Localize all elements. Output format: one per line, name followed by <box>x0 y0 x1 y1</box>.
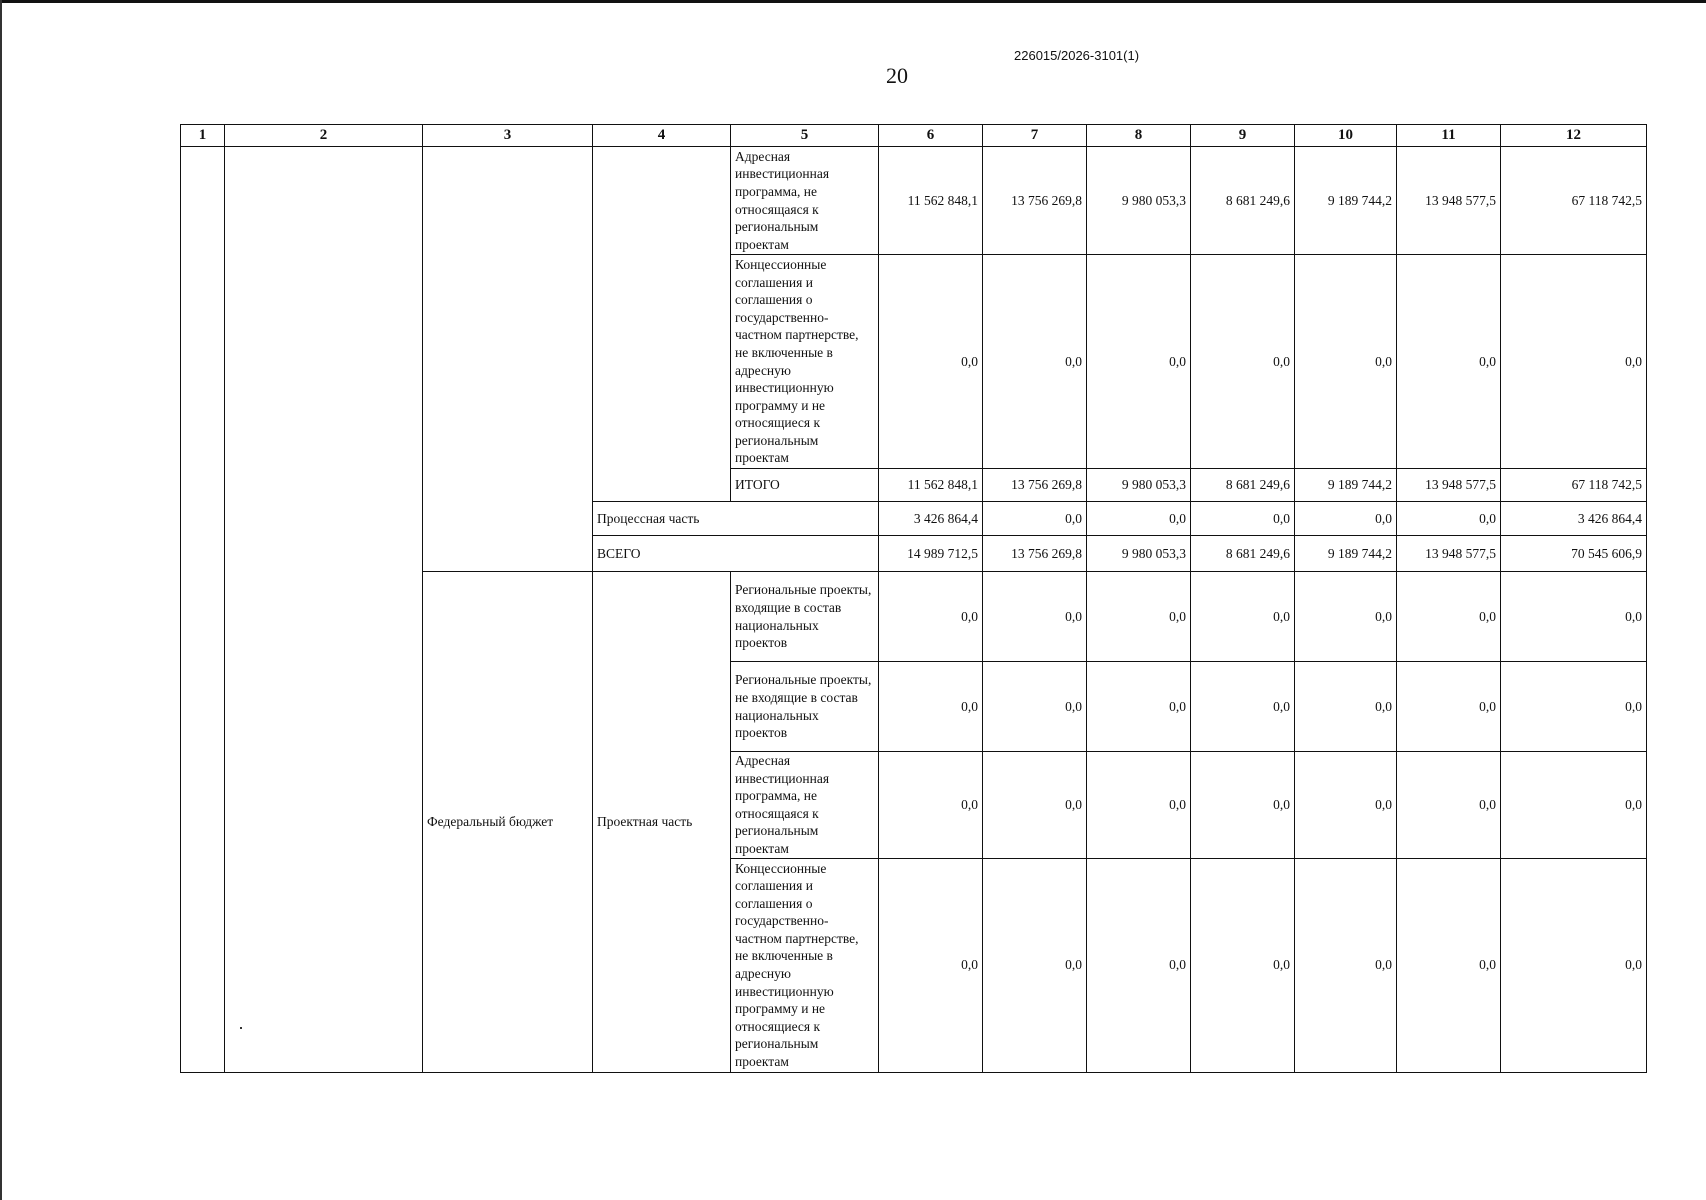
header-col-5: 5 <box>731 125 879 147</box>
table-cell: 0,0 <box>1295 662 1397 752</box>
table-cell: 9 189 744,2 <box>1295 147 1397 255</box>
table-cell: 0,0 <box>1295 752 1397 859</box>
table-cell: 70 545 606,9 <box>1501 536 1647 572</box>
budget-table <box>180 124 1647 1073</box>
table-cell: 0,0 <box>1397 255 1501 469</box>
table-cell: 14 989 712,5 <box>879 536 983 572</box>
row-label: Региональные проекты, входящие в состав национальных проектов <box>731 572 879 662</box>
table-cell: 0,0 <box>1295 255 1397 469</box>
table-row <box>181 147 1647 255</box>
cell-col-3-top <box>423 147 593 572</box>
table-cell: 11 562 848,1 <box>879 469 983 502</box>
header-col-3: 3 <box>423 125 593 147</box>
scan-top-border <box>0 0 1706 3</box>
table-cell: 0,0 <box>983 662 1087 752</box>
table-cell: 0,0 <box>879 752 983 859</box>
table-cell: 0,0 <box>1501 572 1647 662</box>
table-cell: 0,0 <box>1191 255 1295 469</box>
table-cell: 0,0 <box>1087 858 1191 1072</box>
header-col-7: 7 <box>983 125 1087 147</box>
table-cell: 0,0 <box>1397 662 1501 752</box>
table-cell: 0,0 <box>1295 858 1397 1072</box>
table-cell: 0,0 <box>1087 752 1191 859</box>
header-col-10: 10 <box>1295 125 1397 147</box>
table-cell: 11 562 848,1 <box>879 147 983 255</box>
table-cell: 9 980 053,3 <box>1087 147 1191 255</box>
cell-col-4-top <box>593 147 731 502</box>
row-label: Концессионные соглашения и соглашения о государственно-частном партнерстве, не включенные в адресную инвестиционную программу и не относящиеся к региональным проектам <box>731 255 879 469</box>
table-cell: 0,0 <box>879 662 983 752</box>
table-cell: 3 426 864,4 <box>1501 502 1647 536</box>
table-cell: 13 948 577,5 <box>1397 536 1501 572</box>
table-cell: 0,0 <box>1191 572 1295 662</box>
table-cell: 8 681 249,6 <box>1191 147 1295 255</box>
table-cell: 9 189 744,2 <box>1295 536 1397 572</box>
table-cell: 9 189 744,2 <box>1295 469 1397 502</box>
table-cell: 13 756 269,8 <box>983 147 1087 255</box>
budget-source-label: Федеральный бюджет <box>423 572 593 1073</box>
table-cell: 13 948 577,5 <box>1397 469 1501 502</box>
header-col-8: 8 <box>1087 125 1191 147</box>
row-label: Процессная часть <box>593 502 879 536</box>
table-cell: 0,0 <box>1501 752 1647 859</box>
row-label: Концессионные соглашения и соглашения о государственно-частном партнерстве, не включенные в адресную инвестиционную программу и не относящиеся к региональным проектам <box>731 858 879 1072</box>
row-label: Региональные проекты, не входящие в состав национальных проектов <box>731 662 879 752</box>
table-cell: 8 681 249,6 <box>1191 469 1295 502</box>
table-cell: 0,0 <box>983 572 1087 662</box>
table-cell: 0,0 <box>879 858 983 1072</box>
row-label: Адресная инвестиционная программа, не относящаяся к региональным проектам <box>731 147 879 255</box>
table-cell: 0,0 <box>1087 662 1191 752</box>
cell-col-1 <box>181 147 225 1073</box>
table-cell: 9 980 053,3 <box>1087 536 1191 572</box>
header-col-4: 4 <box>593 125 731 147</box>
table-cell: 0,0 <box>1191 662 1295 752</box>
part-label: Проектная часть <box>593 572 731 1073</box>
table-cell: 13 756 269,8 <box>983 536 1087 572</box>
header-col-9: 9 <box>1191 125 1295 147</box>
header-col-11: 11 <box>1397 125 1501 147</box>
table-cell: 0,0 <box>1501 255 1647 469</box>
cell-col-2 <box>225 147 423 1073</box>
table-cell: 0,0 <box>879 255 983 469</box>
scan-speck <box>240 1027 242 1029</box>
row-label: ВСЕГО <box>593 536 879 572</box>
row-label: ИТОГО <box>731 469 879 502</box>
table-cell: 0,0 <box>1397 858 1501 1072</box>
table-cell: 0,0 <box>1087 502 1191 536</box>
table-cell: 0,0 <box>1191 502 1295 536</box>
table-cell: 9 980 053,3 <box>1087 469 1191 502</box>
table-cell: 0,0 <box>1397 752 1501 859</box>
document-code: 226015/2026-3101(1) <box>1014 48 1140 63</box>
table-cell: 67 118 742,5 <box>1501 147 1647 255</box>
table-cell: 13 756 269,8 <box>983 469 1087 502</box>
header-col-1: 1 <box>181 125 225 147</box>
table-cell: 0,0 <box>983 255 1087 469</box>
header-row <box>181 125 1647 147</box>
row-label: Адресная инвестиционная программа, не относящаяся к региональным проектам <box>731 752 879 859</box>
header-col-6: 6 <box>879 125 983 147</box>
table-cell: 0,0 <box>1191 752 1295 859</box>
table-cell: 0,0 <box>879 572 983 662</box>
scan-left-border <box>0 0 2 1200</box>
table-cell: 0,0 <box>983 858 1087 1072</box>
table-cell: 0,0 <box>1191 858 1295 1072</box>
table-cell: 3 426 864,4 <box>879 502 983 536</box>
page-number: 20 <box>886 63 908 88</box>
header-col-2: 2 <box>225 125 423 147</box>
table-cell: 0,0 <box>1295 572 1397 662</box>
table-cell: 67 118 742,5 <box>1501 469 1647 502</box>
header-col-12: 12 <box>1501 125 1647 147</box>
table-cell: 0,0 <box>1295 502 1397 536</box>
table-cell: 13 948 577,5 <box>1397 147 1501 255</box>
table-cell: 8 681 249,6 <box>1191 536 1295 572</box>
table-cell: 0,0 <box>1087 572 1191 662</box>
table-cell: 0,0 <box>1397 502 1501 536</box>
table-cell: 0,0 <box>1501 858 1647 1072</box>
table-cell: 0,0 <box>1501 662 1647 752</box>
table-cell: 0,0 <box>1087 255 1191 469</box>
table-cell: 0,0 <box>983 502 1087 536</box>
table-cell: 0,0 <box>983 752 1087 859</box>
table-cell: 0,0 <box>1397 572 1501 662</box>
